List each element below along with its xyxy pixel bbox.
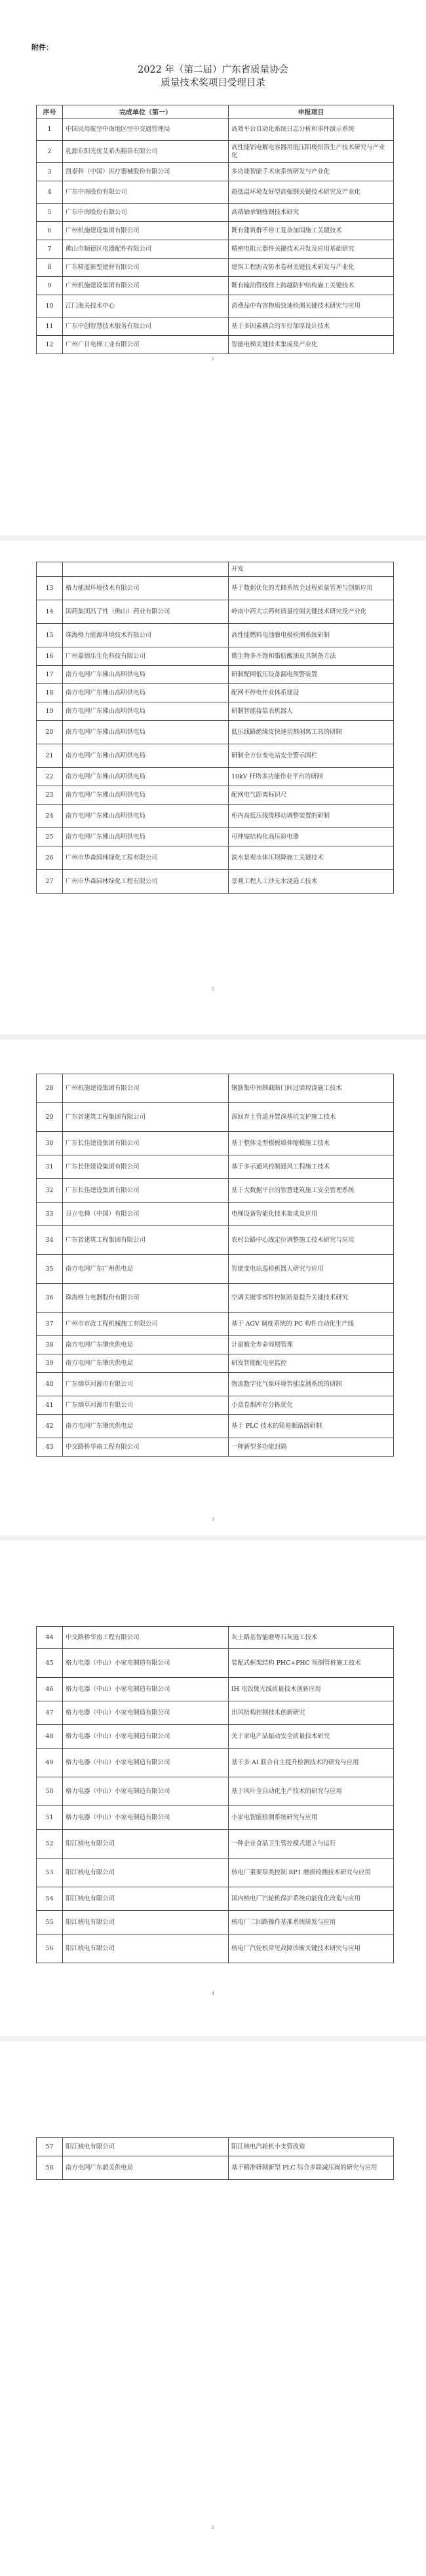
row-number: 18 [37, 684, 63, 702]
row-number: 6 [37, 222, 63, 240]
table-row [37, 1911, 394, 1934]
row-number: 29 [37, 1103, 63, 1132]
row-number: 49 [37, 1749, 63, 1777]
row-project: 基于 PLC 技术的简易断路器研制 [229, 1415, 394, 1438]
row-project: 智能电梯关键技术集成及产业化 [229, 336, 394, 354]
row-unit: 南方电网广东佛山高明供电局 [63, 786, 229, 805]
table-row [37, 1179, 394, 1203]
row-project: 低压线路绝缘皮快速切割剥离工具的研制 [229, 721, 394, 744]
row-unit: 中交路桥华南工程有限公司 [63, 1438, 229, 1457]
row-number: 52 [37, 1830, 63, 1859]
table-row [37, 1701, 394, 1725]
table-row [37, 768, 394, 786]
table-row [37, 141, 394, 163]
table-row [37, 2138, 394, 2156]
row-unit: 南方电网广东肇庆供电局 [63, 1336, 229, 1354]
table-row [37, 204, 394, 222]
row-number: 53 [37, 1859, 63, 1887]
row-number: 17 [37, 666, 63, 684]
table-row [37, 1336, 394, 1354]
header-unit: 完成单位（第一） [63, 105, 229, 118]
table-row [37, 2156, 394, 2180]
row-unit: 阳江核电有限公司 [63, 1911, 229, 1934]
row-project: 研制智能接装表机器人 [229, 702, 394, 721]
table-row [37, 1934, 394, 1963]
row-project: 基于多示通风控制通风工程施工技术 [229, 1155, 394, 1179]
table-row [37, 600, 394, 624]
page-separator [0, 535, 426, 541]
row-project: 基于多因素耦合的车灯加厚设计技术 [229, 317, 394, 336]
page-number: 3 [212, 1517, 214, 1522]
row-number: 22 [37, 768, 63, 786]
row-project: 阳江核电汽轮机小支管改造 [229, 2138, 394, 2156]
row-unit: 广东中南股份有限公司 [63, 204, 229, 222]
row-number: 24 [37, 805, 63, 828]
row-number: 7 [37, 240, 63, 259]
row-number: 13 [37, 577, 63, 600]
row-number: 54 [37, 1887, 63, 1911]
row-unit: 南方电网广东佛山高明供电局 [63, 666, 229, 684]
row-project: 岭南中药大宗药材质量控制关键技术研究及产业化 [229, 600, 394, 624]
row-unit: 南方电网广东肇庆供电局 [63, 1354, 229, 1373]
row-number: 47 [37, 1701, 63, 1725]
table-body [37, 1074, 394, 1457]
table-row [37, 1415, 394, 1438]
row-unit: 广东长佳建设集团有限公司 [63, 1179, 229, 1203]
row-project: 小家电智能检测系统研究与应用 [229, 1806, 394, 1830]
table-row [37, 1103, 394, 1132]
row-number: 41 [37, 1396, 63, 1415]
table-row [37, 259, 394, 277]
row-unit: 广东中南股份有限公司 [63, 181, 229, 204]
row-unit: 格力电器（中山）小家电制造有限公司 [63, 1678, 229, 1701]
row-unit: 南方电网广东肇庆供电局 [63, 1415, 229, 1438]
row-number: 57 [37, 2138, 63, 2156]
row-project: 柜内高低压线缆移动调整装置的研制 [229, 805, 394, 828]
row-number: 58 [37, 2156, 63, 2180]
row-project: 核电厂汽轮机常见故障诊断关键技术研究与应用 [229, 1934, 394, 1963]
row-unit: 南方电网广东韶关供电局 [63, 2156, 229, 2180]
row-number: 40 [37, 1373, 63, 1396]
row-number: 32 [37, 1179, 63, 1203]
row-unit: 广州市华森园林绿化工程有限公司 [63, 846, 229, 870]
row-number: 30 [37, 1132, 63, 1155]
row-project: 基于整体支型模板墙伸缩模施工技术 [229, 1132, 394, 1155]
row-project: 计量箱全寿命周期管理 [229, 1336, 394, 1354]
row-number: 42 [37, 1415, 63, 1438]
row-unit: 阳江核电有限公司 [63, 1830, 229, 1859]
row-number: 31 [37, 1155, 63, 1179]
row-project: 农村公路中心线定位调整施工技术研究与应用 [229, 1226, 394, 1255]
row-number: 19 [37, 702, 63, 721]
table-row [37, 828, 394, 846]
row-unit: 广州机施建设集团有限公司 [63, 1074, 229, 1103]
table-row [37, 240, 394, 259]
table-row [37, 1155, 394, 1179]
row-unit: 南方电网广东佛山高明供电局 [63, 744, 229, 768]
project-table-page-2 [36, 562, 394, 894]
table-row [37, 1074, 394, 1103]
row-unit: 广州机施建设集团有限公司 [63, 222, 229, 240]
row-project: 物流数字化气象环境智能监测系统的研制 [229, 1373, 394, 1396]
row-unit: 格力电器（中山）小家电制造有限公司 [63, 1777, 229, 1806]
row-unit: 阳江核电有限公司 [63, 1887, 229, 1911]
row-unit: 广州市华森园林绿化工程有限公司 [63, 870, 229, 894]
table-row [37, 277, 394, 295]
row-project: 出风结构控制技术创新研究 [229, 1701, 394, 1725]
table-row [37, 336, 394, 354]
row-project: 关于家电产品振动安全质量技术研究 [229, 1725, 394, 1749]
project-table-page-4 [36, 1626, 394, 1963]
document-title-line-2: 质量技术奖项目受理目录 [161, 78, 265, 88]
page-number: 1 [212, 357, 214, 361]
row-project: 景观工程人工沙无水浇施工技术 [229, 870, 394, 894]
row-unit: 格力电器（中山）小家电制造有限公司 [63, 1701, 229, 1725]
page-separator [0, 1034, 426, 1040]
row-unit: 南方电网广东佛山高明供电局 [63, 828, 229, 846]
table-row [37, 1203, 394, 1226]
row-unit: 广东烟草河源市有限公司 [63, 1396, 229, 1415]
row-unit: 珠海格力能源环境技术有限公司 [63, 624, 229, 647]
row-unit: 乳源东阳光优艾希杰精箔有限公司 [63, 141, 229, 163]
row-unit: 南方电网广东佛山高明供电局 [63, 721, 229, 744]
row-number: 35 [37, 1255, 63, 1284]
table-body [37, 118, 394, 354]
table-row [37, 1859, 394, 1887]
row-unit: 珠海格力电器股份有限公司 [63, 1284, 229, 1313]
row-number [37, 562, 63, 577]
row-project: 高性能燃料电池膜电极检测系统研制 [229, 624, 394, 647]
row-unit: 格力电器（中山）小家电制造有限公司 [63, 1749, 229, 1777]
row-project: 多功能智能手术床系统研发与产业化 [229, 163, 394, 181]
row-project: 研发智能配电室监控 [229, 1354, 394, 1373]
row-project: 灰土路基智能磨粤石灰施工技术 [229, 1627, 394, 1649]
row-number: 26 [37, 846, 63, 870]
attachment-label: 附件： [31, 43, 53, 52]
row-unit: 佛山市顺德区电器配件有限公司 [63, 240, 229, 259]
row-project: 基于风叶全自动化生产技术的研究与应用 [229, 1777, 394, 1806]
table-row [37, 666, 394, 684]
row-project: 开发 [229, 562, 394, 577]
row-unit: 格力能源环境技术有限公司 [63, 577, 229, 600]
row-project: 配网不停电作业体系建设 [229, 684, 394, 702]
row-unit: 广东烟草河源市有限公司 [63, 1373, 229, 1396]
row-number: 55 [37, 1911, 63, 1934]
row-unit: 广东中创智慧技术服务有限公司 [63, 317, 229, 336]
row-project: 超低温环境友好型高强钢关键技术研究及产业化 [229, 181, 394, 204]
table-row [37, 744, 394, 768]
row-project: 高端轴承钢炼钢技术研究 [229, 204, 394, 222]
table-row [37, 786, 394, 805]
row-unit: 格力电器（中山）小家电制造有限公司 [63, 1725, 229, 1749]
row-number: 37 [37, 1313, 63, 1336]
table-body [37, 577, 394, 894]
table-row [37, 721, 394, 744]
table-row [37, 562, 394, 577]
row-number: 51 [37, 1806, 63, 1830]
row-unit [63, 562, 229, 577]
row-project: 微生物多不饱和脂肪酸油及其制备方法 [229, 647, 394, 666]
row-project: 高效平台自动化系统日志分析和事件演示系统 [229, 118, 394, 141]
row-number: 16 [37, 647, 63, 666]
row-project: 空调关键零部件控制质量提升关键技术研究 [229, 1284, 394, 1313]
row-project: 滨水景观水体压坝降施工关键技术 [229, 846, 394, 870]
row-project: 一种新型多功能封隔 [229, 1438, 394, 1457]
row-unit: 阳江核电有限公司 [63, 1859, 229, 1887]
table-row [37, 624, 394, 647]
row-project: 10kV 杆塔多功能作业平台的研制 [229, 768, 394, 786]
page-separator [0, 2036, 426, 2041]
row-number: 44 [37, 1627, 63, 1649]
row-project: 基于多 AI 联合自主提升检测技术的研究与应用 [229, 1749, 394, 1777]
row-number: 43 [37, 1438, 63, 1457]
row-project: 核电厂重要泵类控制 RP1 磨损检测技术研究与应用 [229, 1859, 394, 1887]
row-project: 智能变电站巡检机器人研究与应用 [229, 1255, 394, 1284]
project-table-page-5 [36, 2137, 394, 2180]
row-project: 基于数据优化的光储系统全过程质量管理与创新应用 [229, 577, 394, 600]
row-number: 46 [37, 1678, 63, 1701]
row-project: 装配式框架结构 PHC+PHC 预制管桩施工技术 [229, 1649, 394, 1678]
page-number: 5 [212, 2526, 214, 2530]
row-project: IH 电饭煲无线质量技术创新应用 [229, 1678, 394, 1701]
row-number: 5 [37, 204, 63, 222]
table-row [37, 1284, 394, 1313]
row-number: 48 [37, 1725, 63, 1749]
table-body [37, 2138, 394, 2180]
row-number: 14 [37, 600, 63, 624]
row-project: 研制配网低压设备漏电预警装置 [229, 666, 394, 684]
row-number: 23 [37, 786, 63, 805]
table-row [37, 1777, 394, 1806]
table-row [37, 1373, 394, 1396]
row-number: 15 [37, 624, 63, 647]
table-row [37, 1255, 394, 1284]
row-unit: 凯泰科（中国）医疗器械股份有限公司 [63, 163, 229, 181]
table-row [37, 181, 394, 204]
table-row [37, 577, 394, 600]
row-number: 28 [37, 1074, 63, 1103]
row-number: 11 [37, 317, 63, 336]
table-row [37, 163, 394, 181]
row-number: 12 [37, 336, 63, 354]
table-row [37, 1749, 394, 1777]
row-unit: 南方电网广东佛山高明供电局 [63, 805, 229, 828]
row-number: 25 [37, 828, 63, 846]
row-number: 38 [37, 1336, 63, 1354]
table-row [37, 1806, 394, 1830]
table-row [37, 647, 394, 666]
row-unit: 广东省建筑工程集团有限公司 [63, 1226, 229, 1255]
table-row [37, 702, 394, 721]
row-project: 既有建筑群不停工复杂加固施工关键技术 [229, 222, 394, 240]
row-number: 20 [37, 721, 63, 744]
table-row [37, 846, 394, 870]
row-number: 34 [37, 1226, 63, 1255]
row-project: 电梯设备智能化技术集成及应用 [229, 1203, 394, 1226]
row-unit: 广州市市政工程机械施工有限公司 [63, 1313, 229, 1336]
row-unit: 广州机施建设集团有限公司 [63, 277, 229, 295]
row-unit: 阳江核电有限公司 [63, 1934, 229, 1963]
row-number: 10 [37, 295, 63, 317]
row-unit: 广东长佳建设集团有限公司 [63, 1132, 229, 1155]
row-project: 深回弃土管道并置深基坑支护施工技术 [229, 1103, 394, 1132]
row-number: 56 [37, 1934, 63, 1963]
table-row [37, 1354, 394, 1373]
row-unit: 格力电器（中山）小家电制造有限公司 [63, 1806, 229, 1830]
row-project: 精密电阻元器件关键技术开发及应用基础研究 [229, 240, 394, 259]
row-unit: 南方电网广东佛山高明供电局 [63, 702, 229, 721]
row-unit: 日立电梯（中国）有限公司 [63, 1203, 229, 1226]
row-unit: 广州广日电梯工业有限公司 [63, 336, 229, 354]
table-row [37, 1438, 394, 1457]
row-project: 基于 AGV 调度系统的 PC 构件自动化生产线 [229, 1313, 394, 1336]
row-number: 27 [37, 870, 63, 894]
row-number: 3 [37, 163, 63, 181]
row-unit: 广东长佳建设集团有限公司 [63, 1155, 229, 1179]
page-number: 2 [212, 987, 214, 992]
row-project: 消费品中有害物质快速检测关键技术研究与应用 [229, 295, 394, 317]
header-project: 申报项目 [229, 105, 394, 118]
table-row [37, 684, 394, 702]
table-row [37, 1830, 394, 1859]
row-project: 配网电气距离标识尺 [229, 786, 394, 805]
table-row [37, 870, 394, 894]
project-table-page-3 [36, 1074, 394, 1457]
row-number: 8 [37, 259, 63, 277]
table-header-row [37, 105, 394, 118]
row-number: 50 [37, 1777, 63, 1806]
row-number: 33 [37, 1203, 63, 1226]
table-row [37, 317, 394, 336]
table-row [37, 1226, 394, 1255]
page-number: 4 [212, 1991, 214, 1996]
table-row [37, 118, 394, 141]
row-project: 一种企业食品卫生管控模式建立与运行 [229, 1830, 394, 1859]
row-project: 可伸缩结构化高压验电器 [229, 828, 394, 846]
table-row [37, 1649, 394, 1678]
row-number: 39 [37, 1354, 63, 1373]
row-number: 45 [37, 1649, 63, 1678]
row-unit: 国药集团冯了性（佛山）药业有限公司 [63, 600, 229, 624]
document-title-line-1: 2022 年（第二届）广东省质量协会 [137, 65, 288, 75]
row-unit: 南方电网广东佛山高明供电局 [63, 684, 229, 702]
row-project: 小盒卷烟库存分拣优化 [229, 1396, 394, 1415]
row-project: 建筑工程沥青防水卷材关键技术研发与产业化 [229, 259, 394, 277]
row-unit: 南方电网广东佛山高明供电局 [63, 768, 229, 786]
row-unit: 广东省建筑工程集团有限公司 [63, 1103, 229, 1132]
row-project: 既有输油管线群上跨越防护结构施工关键技术 [229, 277, 394, 295]
row-project: 研制全方位变电站安全警示围栏 [229, 744, 394, 768]
table-row [37, 1678, 394, 1701]
header-no: 序号 [37, 105, 63, 118]
row-project: 高性能铝电解电容器用低压阳极铝箔生产技术研究与产业化 [229, 141, 394, 163]
row-project: 国内核电厂汽轮机保护系统功能优化改造与应用 [229, 1887, 394, 1911]
table-row [37, 295, 394, 317]
row-unit: 南方电网广东广州供电局 [63, 1255, 229, 1284]
row-unit: 格力电器（中山）小家电制造有限公司 [63, 1649, 229, 1678]
row-unit: 广东精蓝新型建材有限公司 [63, 259, 229, 277]
row-unit: 阳江核电有限公司 [63, 2138, 229, 2156]
table-row [37, 1725, 394, 1749]
table-row [37, 1313, 394, 1336]
project-table-page-1 [36, 105, 394, 354]
row-unit: 江门海关技术中心 [63, 295, 229, 317]
table-row [37, 1396, 394, 1415]
table-row [37, 1132, 394, 1155]
row-number: 2 [37, 141, 63, 163]
row-number: 4 [37, 181, 63, 204]
row-number: 36 [37, 1284, 63, 1313]
table-row [37, 222, 394, 240]
row-project: 核电厂二回路操作基准系统研发与应用 [229, 1911, 394, 1934]
row-project: 基于大数据平台的智慧建筑施工安全管理系统 [229, 1179, 394, 1203]
row-unit: 中交路桥华南工程有限公司 [63, 1627, 229, 1649]
row-number: 21 [37, 744, 63, 768]
row-project: 基于精准研制新型 PLC 综合多联减压阀的研究与应用 [229, 2156, 394, 2180]
row-number: 9 [37, 277, 63, 295]
table-row [37, 1887, 394, 1911]
row-project: 钢筋集中预制截断门间过梁现浇施工技术 [229, 1074, 394, 1103]
row-unit: 中国民用航空中南地区空中交通管理局 [63, 118, 229, 141]
page-separator [0, 1535, 426, 1540]
table-row [37, 805, 394, 828]
table-body [37, 1627, 394, 1963]
table-row [37, 1627, 394, 1649]
row-number: 1 [37, 118, 63, 141]
row-unit: 广州嘉德乐生化科技有限公司 [63, 647, 229, 666]
